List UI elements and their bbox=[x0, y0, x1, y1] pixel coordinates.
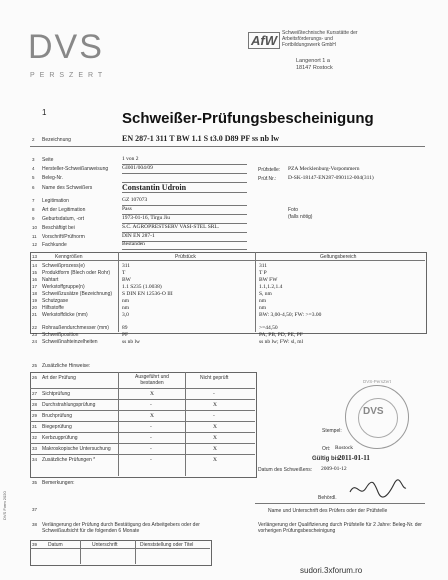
test-piece-value: S DIN EN 12536-O III bbox=[122, 291, 173, 297]
row-number: 21 bbox=[32, 312, 38, 317]
row-marker: 1 bbox=[42, 108, 47, 117]
field-underline bbox=[122, 192, 247, 193]
field-value: GZ 107073 bbox=[122, 197, 148, 203]
field-number: 6 bbox=[32, 185, 35, 190]
dvs-logo: DVS bbox=[28, 28, 104, 66]
afw-logo: AfW bbox=[248, 32, 280, 49]
parameter-label: Schweißposition bbox=[42, 332, 79, 338]
range-value: PA, PB, PD, PE, PF bbox=[259, 332, 303, 338]
divider bbox=[30, 146, 425, 147]
test-name: Bruchprüfung bbox=[42, 413, 73, 419]
field-underline bbox=[122, 173, 247, 174]
test-number: 27 bbox=[32, 391, 38, 396]
test-passed-mark: - bbox=[150, 457, 152, 463]
field-value: Pass bbox=[122, 206, 132, 212]
field-label: Fachkunde bbox=[42, 242, 67, 248]
test-piece-value: PF bbox=[122, 332, 129, 338]
field-label: Hersteller-Schweißanweisung bbox=[42, 166, 109, 172]
extension-employer: Verlängerung der Prüfung durch Bestätigung des Arbeitgebers oder der Schweißaufsicht für die folgenden 6 Monate bbox=[42, 522, 200, 534]
field-label: Art der Legitimation bbox=[42, 207, 86, 213]
parameter-label: Produktform (Blech oder Rohr) bbox=[42, 270, 111, 276]
test-passed-mark: X bbox=[150, 391, 154, 397]
test-number: 32 bbox=[32, 435, 38, 440]
row-divider bbox=[30, 421, 255, 422]
parameter-label: Werkstoffgruppe(n) bbox=[42, 284, 85, 290]
test-piece-value: 311 bbox=[122, 263, 131, 269]
dvs-seal: DVS-PersZert DVS bbox=[345, 385, 409, 449]
row-number: 19 bbox=[32, 298, 38, 303]
range-value: nm bbox=[259, 298, 267, 304]
test-piece-value: 3,0 bbox=[122, 312, 129, 318]
row-number: 17 bbox=[32, 284, 38, 289]
row-divider bbox=[30, 443, 255, 444]
test-piece-value: nm bbox=[122, 305, 130, 311]
field-number: 8 bbox=[32, 207, 35, 212]
test-name: Makroskopische Untersuchung bbox=[42, 446, 111, 452]
test-not-tested-mark: X bbox=[213, 402, 217, 408]
page-title: Schweißer-Prüfungsbescheinigung bbox=[122, 110, 374, 127]
parameter-label: Schweißprozess(e) bbox=[42, 263, 85, 269]
place-label: Ort: bbox=[322, 446, 331, 452]
range-value: 1.1,1.2,1.4 bbox=[259, 284, 283, 290]
issuer-address: Langenort 1 a 18147 Rostock bbox=[296, 58, 333, 71]
row-number: 24 bbox=[32, 339, 38, 344]
parameter-label: Schweißnahteinzelheiten bbox=[42, 339, 98, 345]
parameter-label: Rohraußendurchmesser (mm) bbox=[42, 325, 109, 331]
row-number: 18 bbox=[32, 291, 38, 296]
range-value: 311 bbox=[259, 263, 268, 269]
place-value: Rostock bbox=[335, 445, 354, 451]
row-number: 16 bbox=[32, 277, 38, 282]
test-not-tested-mark: - bbox=[213, 413, 215, 419]
field-value: GI001/004/09 bbox=[122, 165, 153, 171]
row-number: 15 bbox=[32, 270, 38, 275]
field-label: Name des Schweißers bbox=[42, 185, 93, 191]
test-number: 33 bbox=[32, 446, 38, 451]
valid-until-value: 2011-01-11 bbox=[338, 454, 370, 462]
issuer-name: Schweißtechnische Kursstätte der Arbeitsförderungs- und Fortbildungswerk GmbH bbox=[282, 30, 358, 48]
welding-date-value: 2009-01-12 bbox=[321, 466, 347, 472]
test-piece-value: BW bbox=[122, 277, 131, 283]
row-divider bbox=[30, 432, 255, 433]
tests-col-type: Art der Prüfung bbox=[42, 375, 76, 381]
valid-until-label: Gültig bis: bbox=[312, 456, 342, 462]
field-value: 1 von 2 bbox=[122, 156, 139, 162]
field-number: 3 bbox=[32, 157, 35, 162]
ext-col-title: Dienststellung oder Titel bbox=[140, 542, 194, 548]
field-value: Bestanden bbox=[122, 241, 145, 247]
field-value: 1973-01-16, Tirgu Jiu bbox=[122, 215, 171, 221]
col-header-parameters: Kenngrößen bbox=[55, 254, 83, 260]
range-value: T P bbox=[259, 270, 267, 276]
parameter-label: Werkstoffdicke (mm) bbox=[42, 312, 88, 318]
field-label: Vorschrift/Prüfnorm bbox=[42, 234, 85, 240]
watermark-url: sudori.3xforum.ro bbox=[300, 566, 363, 575]
photo-label: Foto bbox=[288, 207, 299, 213]
test-piece-value: T bbox=[122, 270, 126, 276]
exam-body-value: PZA Mecklenburg-Vorpommern bbox=[288, 166, 360, 172]
row-divider bbox=[30, 454, 255, 455]
additional-notes-label: Zusätzliche Hinweise: bbox=[42, 363, 91, 369]
col-header-range: Geltungsbereich bbox=[320, 254, 357, 260]
ext-col-signature: Unterschrift bbox=[92, 542, 118, 548]
test-not-tested-mark: X bbox=[213, 435, 217, 441]
range-value: ss nb lw; FW: sl, ml bbox=[259, 339, 304, 345]
form-code: DVS Form 2020 bbox=[2, 491, 7, 520]
test-number: 31 bbox=[32, 424, 38, 429]
test-passed-mark: X bbox=[150, 413, 154, 419]
examiner-signature bbox=[348, 478, 408, 500]
test-piece-value: 89 bbox=[122, 325, 128, 331]
field-label: Seite bbox=[42, 157, 54, 163]
parameter-label: Schutzgase bbox=[42, 298, 69, 304]
field-number: 7 bbox=[32, 198, 35, 203]
designation-label: Bezeichnung bbox=[42, 137, 71, 143]
range-value: S, nm bbox=[259, 291, 272, 297]
range-value: BW: 3,00-4,50; FW: >=3.00 bbox=[259, 312, 322, 318]
row-number: 22 bbox=[32, 325, 38, 330]
test-number: 29 bbox=[32, 413, 38, 418]
range-value: >=44,50 bbox=[259, 325, 278, 331]
extension-exam-body: Verlängerung der Qualifizierung durch Prüfstelle für 2 Jahre: Beleg-Nr. der vorherigen Prüfungsbescheinigung bbox=[258, 522, 422, 534]
field-number: 11 bbox=[32, 234, 37, 239]
field-value: S.C. AGROPRESTSERV VASI-STEL SRL. bbox=[122, 224, 220, 230]
test-number: 34 bbox=[32, 457, 38, 462]
designation-value: EN 287-1 311 T BW 1.1 S t3.0 D89 PF ss nb lw bbox=[122, 134, 280, 143]
field-value: Constantin Udroin bbox=[122, 183, 187, 192]
test-number: 28 bbox=[32, 402, 38, 407]
remarks-label: Bemerkungen: bbox=[42, 480, 75, 486]
test-piece-value: ss nb lw bbox=[122, 339, 141, 345]
stamp-label: Stempel: bbox=[322, 428, 342, 434]
test-passed-mark: - bbox=[150, 446, 152, 452]
test-name: Durchstrahlungsprüfung bbox=[42, 402, 96, 408]
certificate-page: DVS PERSZERT AfW Schweißtechnische Kursstätte der Arbeitsförderungs- und Fortbildungswerk GmbH Langenort 1 a 18147 Rostock 1 Schweißer-Prüfungsbescheinigung 2 Bezeichnung EN 287-1 311 T BW 1.1 S t3.0 D89 PF ss nb lw 3 Seite 1 von 2 4 Hersteller-Schweißanweisung GI001/004/09 5 Beleg-Nr. 6 Name des Schweißers Constantin Udroin 7 Legitimation GZ 107073 8 Art der Legitimation Pass 9 Geburtsdatum, -ort 1973-01-16, Tirgu Jiu 10 Beschäftigt bei S.C. AGROPRESTSERV VASI-STEL SRL. 11 Vorschrift/Prüfnorm DIN EN 287-1 12 Fachkunde Bestanden Prüfstelle: PZA Mecklenburg-Vorpommern Prüf.Nr.: D-SK-18147-EN287-090112-004(311) Foto (falls nötig) 13 Kenngrößen Prüfstück Geltungsbereich 14 Schweißprozess(e) 311 311 15 Produktform (Blech oder Rohr) T T P 16 Nahtart BW BW FW 17 Werkstoffgruppe(n) 1.1 S235 (1.0038) 1.1,1.2,1.4 18 Schweißzusätze (Bezeichnung) S DIN EN 12536-O III S, nm 19 Schutzgase nm nm 20 Hilfsstoffe nm nm 21 Werkstoffdicke (mm) 3,0 BW: 3,00-4,50; FW: >=3.00 22 Rohraußendurchmesser (mm) 89 >=44,50 23 Schweißposition PF PA, PB, PD, PE, PF 24 Schweißnahteinzelheiten ss nb lw ss nb lw; FW: sl, ml 25 Zusätzliche Hinweise: 26 Art der Prüfung Ausgeführt und bestanden Nicht geprüft 27 Sichtprüfung X - 28 Durchstrahlungsprüfung - X 29 Bruchprüfung X - 31 Biegeprüfung - X 32 Kerbzugprüfung - X 33 Makroskopische Untersuchung - X 34 Zusätzliche Prüfungen * - X DVS-PersZert DVS Stempel: Ort: Rostock Gültig bis: 2011-01-11 Datum des Schweißens: 2009-01-12 35 Bemerkungen: Behördl. 37 Name und Unterschrift des Prüfers oder der Prüfstelle 38 Verlängerung der Prüfung durch Bestätigung des Arbeitgebers oder der Schweißaufsicht für die folgenden 6 Monate Verlängerung der Qualifizierung durch Prüfstelle für 2 Jahre: Beleg-Nr. der vorherigen Prüfungsbescheinigung 39 Datum Unterschrift Dienststellung oder Titel DVS Form 2020 sudori.3xforum.ro bbox=[0, 0, 448, 580]
test-not-tested-mark: X bbox=[213, 446, 217, 452]
row-number: 23 bbox=[32, 332, 38, 337]
test-not-tested-mark: - bbox=[213, 391, 215, 397]
field-label: Legitimation bbox=[42, 198, 69, 204]
field-number: 4 bbox=[32, 166, 35, 171]
col-header-test-piece: Prüfstück bbox=[175, 254, 196, 260]
row-number: 20 bbox=[32, 305, 38, 310]
test-not-tested-mark: X bbox=[213, 424, 217, 430]
parameter-label: Schweißzusätze (Bezeichnung) bbox=[42, 291, 113, 297]
test-piece-value: 1.1 S235 (1.0038) bbox=[122, 284, 162, 290]
row-divider bbox=[30, 410, 255, 411]
row-number: 14 bbox=[32, 263, 38, 268]
parameter-label: Hilfsstoffe bbox=[42, 305, 64, 311]
range-value: BW FW bbox=[259, 277, 278, 283]
row-divider bbox=[30, 388, 255, 389]
field-number: 12 bbox=[32, 242, 38, 247]
authority-label: Behördl. bbox=[318, 495, 337, 501]
field-underline bbox=[122, 205, 247, 206]
field-number: 9 bbox=[32, 216, 35, 221]
test-name: Kerbzugprüfung bbox=[42, 435, 78, 441]
range-value: nm bbox=[259, 305, 267, 311]
test-passed-mark: - bbox=[150, 424, 152, 430]
dvs-logo-subtitle: PERSZERT bbox=[30, 72, 108, 79]
test-passed-mark: - bbox=[150, 435, 152, 441]
tests-col-not-tested: Nicht geprüft bbox=[200, 375, 229, 381]
test-name: Sichtprüfung bbox=[42, 391, 71, 397]
test-piece-value: nm bbox=[122, 298, 130, 304]
signature-caption: Name und Unterschrift des Prüfers oder der Prüfstelle bbox=[268, 508, 388, 514]
field-label: Geburtsdatum, -ort bbox=[42, 216, 84, 222]
field-number: 10 bbox=[32, 225, 38, 230]
test-name: Biegeprüfung bbox=[42, 424, 72, 430]
test-passed-mark: - bbox=[150, 402, 152, 408]
field-label: Beleg-Nr. bbox=[42, 175, 63, 181]
field-number: 5 bbox=[32, 175, 35, 180]
ext-col-date: Datum bbox=[48, 542, 63, 548]
welding-date-label: Datum des Schweißens: bbox=[258, 467, 313, 473]
exam-cert-value: D-SK-18147-EN287-090112-004(311) bbox=[288, 175, 374, 181]
tests-col-passed: Ausgeführt und bestanden bbox=[135, 374, 169, 386]
field-value: DIN EN 287-1 bbox=[122, 233, 155, 239]
exam-cert-label: Prüf.Nr.: bbox=[258, 176, 277, 182]
test-name: Zusätzliche Prüfungen * bbox=[42, 457, 96, 463]
field-label: Beschäftigt bei bbox=[42, 225, 75, 231]
parameter-label: Nahtart bbox=[42, 277, 59, 283]
field-underline bbox=[122, 249, 247, 250]
photo-note: (falls nötig) bbox=[288, 214, 313, 220]
test-not-tested-mark: X bbox=[213, 457, 217, 463]
row-divider bbox=[30, 399, 255, 400]
exam-body-label: Prüfstelle: bbox=[258, 167, 281, 173]
